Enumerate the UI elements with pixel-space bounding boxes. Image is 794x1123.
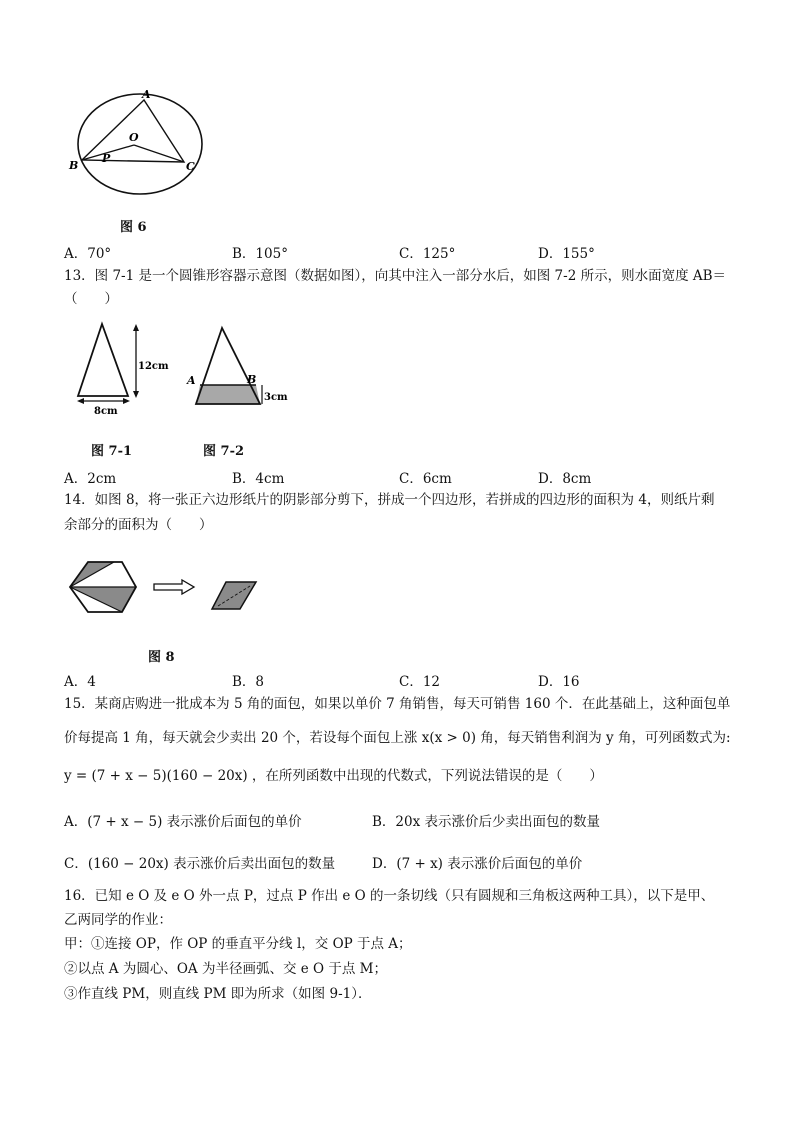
q12-option-c: C．125° [399,246,456,262]
figure-8-caption: 图 8 [148,650,175,665]
q14-option-d: D．16 [538,674,580,690]
figure-6-caption: 图 6 [120,220,147,235]
q15-option-b: B．20x 表示涨价后少卖出面包的数量 [372,814,601,830]
q14-option-c: C．12 [399,674,441,690]
right-arrow-icon [154,580,194,594]
figure-6 [64,88,214,206]
label-p: P [102,152,111,165]
figure-8 [66,556,266,622]
q14-option-b: B．8 [232,674,265,690]
q14-stem-line2: 余部分的面积为（ ） [64,517,213,533]
q15-option-d: D．(7 + x) 表示涨价后面包的单价 [372,856,583,872]
q15-option-a: A．(7 + x − 5) 表示涨价后面包的单价 [64,814,302,830]
q15-stem-line3: y = (7 + x − 5)(160 − 20x) ，在所列函数中出现的代数式，下列说法错误的是（ ） [64,768,603,784]
q14-stem-line1: 14．如图 8，将一张正六边形纸片的阴影部分剪下，拼成一个四边形，若拼成的四边形的面积为 4，则纸片剩 [64,492,715,508]
q14-option-a: A．4 [64,674,96,690]
label-a: A [142,88,151,101]
figure-7-1 [70,318,169,418]
q12-option-d: D．155° [538,246,595,262]
q16-step-2: ②以点 A 为圆心、OA 为半径画弧、交 e O 于点 M； [64,961,387,977]
q16-step-1: 甲：①连接 OP，作 OP 的垂直平分线 l，交 OP 于点 A； [64,936,412,952]
q15-stem-line1: 15．某商店购进一批成本为 5 角的面包，如果以单价 7 角销售，每天可销售 160 个．在此基础上，这种面包单 [64,696,731,712]
q13-option-c: C．6cm [399,471,452,487]
q15-stem-line2: 价每提高 1 角，每天就会少卖出 20 个，若设每个面包上涨 x(x > 0) 角，每天销售利润为 y 角，可列函数式为: [64,730,731,746]
q13-option-b: B．4cm [232,471,285,487]
label-o: O [129,131,139,144]
label-b-7-2: B [247,373,257,386]
figure-7-1-caption: 图 7-1 [91,444,133,459]
q16-stem-line2: 乙两同学的作业： [64,912,172,928]
cone-triangle [78,324,128,396]
figure-7-2-caption: 图 7-2 [203,444,245,459]
q13-option-d: D．8cm [538,471,592,487]
label-a-7-2: A [187,374,196,387]
figure-7-2 [186,324,296,414]
segment-oc [134,145,184,162]
q13-stem-line1: 13．图 7-1 是一个圆锥形容器示意图（数据如图），向其中注入一部分水后，如图 7-2 所示，则水面宽度 AB＝ [64,268,727,284]
label-3cm: 3cm [264,392,288,403]
label-b: B [69,159,79,172]
q13-option-a: A．2cm [64,471,117,487]
q15-option-c: C．(160 − 20x) 表示涨价后卖出面包的数量 [64,856,336,872]
label-c: C [186,160,195,173]
width-arrow-left [77,398,84,404]
water-region [196,385,260,404]
width-arrow-right [123,398,130,404]
q16-stem-line1: 16．已知 e O 及 e O 外一点 P，过点 P 作出 e O 的一条切线（只有圆规和三角板这两种工具），以下是甲、 [64,888,715,904]
q12-option-a: A．70° [64,246,112,262]
q13-stem-line2: （ ） [64,291,118,307]
q16-step-3: ③作直线 PM，则直线 PM 即为所求（如图 9-1）． [64,986,372,1002]
circle-o [78,94,202,194]
height-arrow-top [133,324,139,331]
label-12cm: 12cm [138,361,169,372]
height-arrow-bottom [133,391,139,398]
q12-option-b: B．105° [232,246,288,262]
label-8cm: 8cm [94,406,118,417]
